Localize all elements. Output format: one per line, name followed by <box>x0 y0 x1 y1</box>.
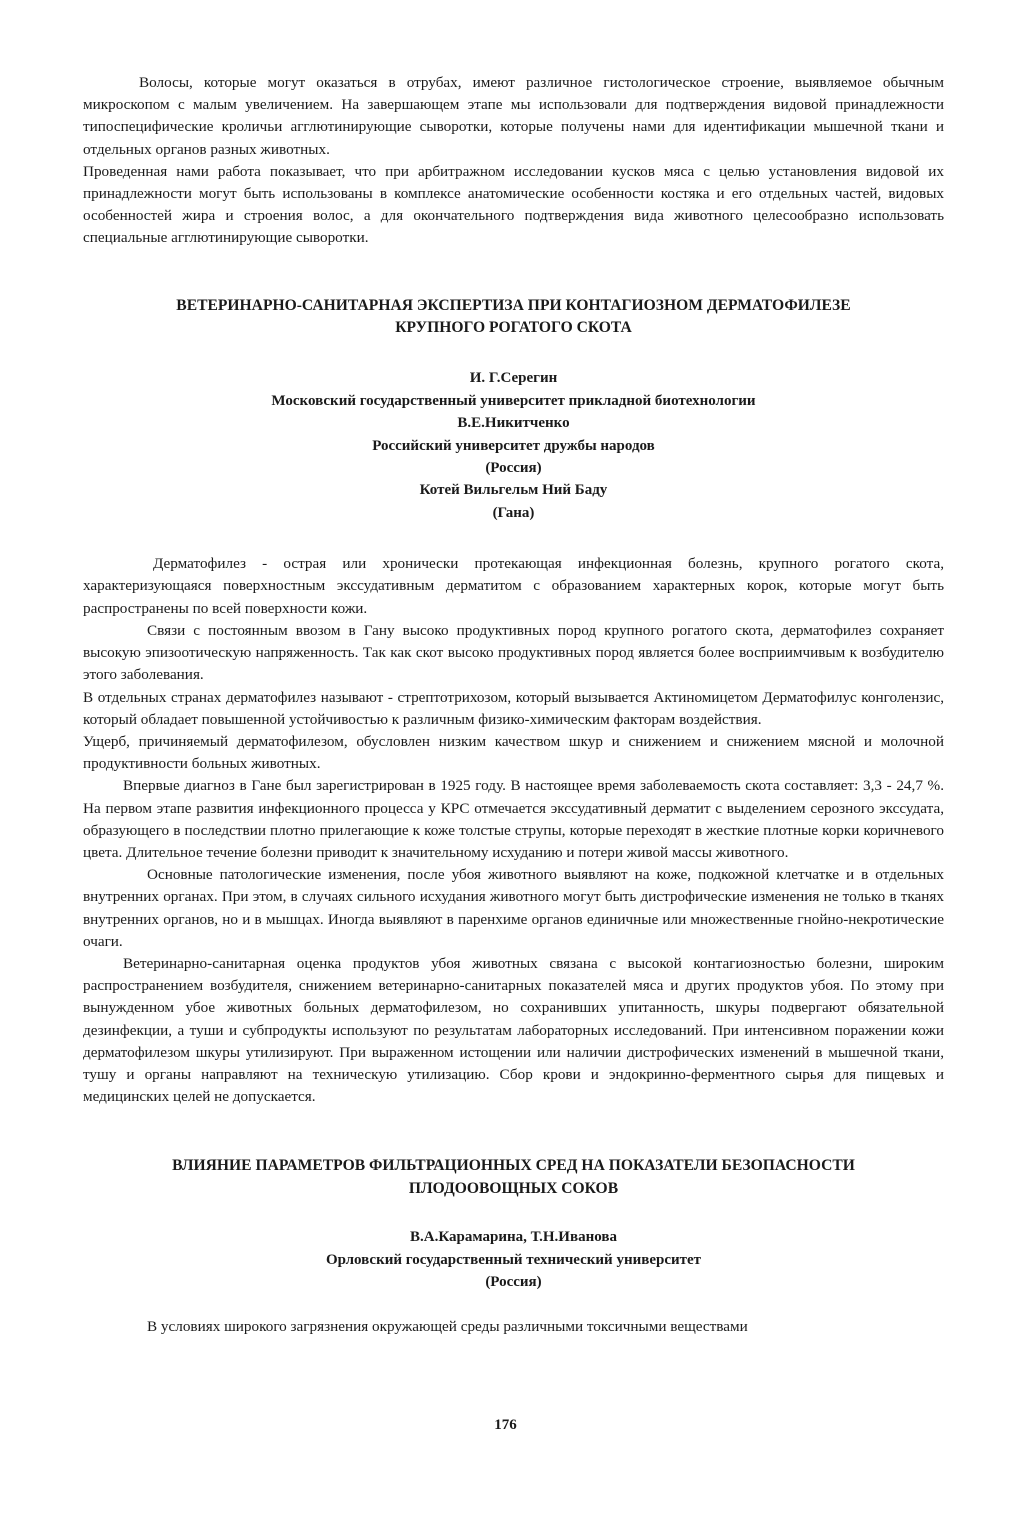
article-1-title-line-2: КРУПНОГО РОГАТОГО СКОТА <box>395 319 632 337</box>
article-2-paragraph: В условиях широкого загрязнения окружающей среды различными токсичными веществами <box>147 1318 748 1336</box>
intro-paragraph-2: Проведенная нами работа показывает, что при арбитражном исследовании кусков мяса с целью установления видовой их принадлежности могут быть использованы в комплексе анатомические особенности костяка и его отдельных частей, видовых особенностей жира и строения волос, а для окончательного подтверждения вида животного целесообразно использовать специальные агглютинирующие сыворотки. <box>83 162 944 247</box>
author-country: (Гана) <box>492 504 535 521</box>
article-1-title-line-1: ВЕТЕРИНАРНО-САНИТАРНАЯ ЭКСПЕРТИЗА ПРИ КОНТАГИОЗНОМ ДЕРМАТОФИЛЕЗЕ <box>176 296 851 314</box>
author-affiliation: Российский университет дружбы народов <box>372 437 655 454</box>
article-2-title-line-2: ПЛОДООВОЩНЫХ СОКОВ <box>408 1179 619 1197</box>
article-1-paragraph: Впервые диагноз в Гане был зарегистрирован в 1925 году. В настоящее время заболеваемость скота составляет: 3,3 - 24,7 %. На первом этапе развития инфекционного процесса у КРС отмечается экссудативный дерматит с выделением серозного экссудата, образующего в последствии плотно прилегающие к коже толстые струпы, которые переходят в жесткие плотные корки коричневого цвета. Длительное течение болезни приводит к значительному исхуданию и потери живой массы животного. <box>83 777 944 861</box>
article-1 <box>83 295 944 1109</box>
article-1-paragraph: Ветеринарно-санитарная оценка продуктов убоя животных связана с высокой контагиозностью болезни, широким распространением возбудителя, снижением ветеринарно-санитарных показателей мяса и других продуктов убоя. По этому при вынужденном убое животных больных дерматофилезом, но сохранивших упитанность, шкуры подвергают обязательной дезинфекции, а туши и субпродукты используют по результатам лабораторных исследований. При интенсивном поражении кожи дерматофилезом шкуры утилизируют. При выраженном истощении или наличии дистрофических изменений в мышечной ткани, тушу и органы направляют на техническую утилизацию. Сбор крови и эндокринно-ферментного сырья для пищевых и медицинских целей не допускается. <box>83 954 944 1106</box>
page-content <box>83 72 944 1339</box>
article-1-paragraph: Ущерб, причиняемый дерматофилезом, обусловлен низким качеством шкур и снижением и снижением мясной и молочной продуктивности больных животных. <box>83 732 944 773</box>
author-name: И. Г.Серегин <box>469 370 558 387</box>
article-2-authors <box>83 1226 944 1293</box>
article-1-authors <box>83 367 944 524</box>
page-number: 176 <box>494 1417 517 1433</box>
author-name: В.Е.Никитченко <box>457 415 570 432</box>
author-country: (Россия) <box>485 460 542 477</box>
intro-paragraph-1: Волосы, которые могут оказаться в отрубах, имеют различное гистологическое строение, выявляемое обычным микроскопом с малым увеличением. На завершающем этапе мы использовали для подтверждения видовой принадлежности типоспецифические кроличьи агглютинирующие сыворотки, которые получены нами для идентификации мышечной ткани и отдельных органов разных животных. <box>83 74 944 158</box>
author-name: В.А.Карамарина, Т.Н.Иванова <box>410 1229 617 1246</box>
article-1-paragraph: Дерматофилез - острая или хронически протекающая инфекционная болезнь, крупного рогатого скота, характеризующаяся поверхностным экссудативным дерматитом с образованием характерных корок, которые могут быть распространены по всей поверхности кожи. <box>83 555 944 617</box>
article-2-title-line-1: ВЛИЯНИЕ ПАРАМЕТРОВ ФИЛЬТРАЦИОННЫХ СРЕД НА ПОКАЗАТЕЛИ БЕЗОПАСНОСТИ <box>172 1157 855 1175</box>
author-affiliation: Московский государственный университет прикладной биотехнологии <box>271 392 756 409</box>
author-name: Котей Вильгельм Ний Баду <box>419 482 608 499</box>
author-affiliation: Орловский государственный технический университет <box>325 1251 702 1268</box>
article-1-paragraph: Связи с постоянным ввозом в Гану высоко продуктивных пород крупного рогатого скота, дерматофилез сохраняет высокую эпизоотическую напряженность. Так как скот высоко продуктивных пород является более восприимчивым к возбудителю этого заболевания. <box>83 621 944 684</box>
article-2 <box>83 1155 944 1338</box>
article-1-paragraph: Основные патологические изменения, после убоя животного выявляют на коже, подкожной клетчатке и в отдельных внутренних органах. При этом, в случаях сильного исхудания животного могут быть дистрофические изменения не только в тканях внутренних органов, но и в мышцах. Иногда выявляют в паренхиме органов единичные или множественные гнойно-некротические очаги. <box>83 866 944 950</box>
article-1-paragraph: В отдельных странах дерматофилез называют - стрептотрихозом, который вызывается Актиномицетом Дерматофилус конголензис, который обладает повышенной устойчивостью к различным физико-химическим факторам воздействия. <box>83 688 944 728</box>
author-country: (Россия) <box>485 1273 542 1290</box>
